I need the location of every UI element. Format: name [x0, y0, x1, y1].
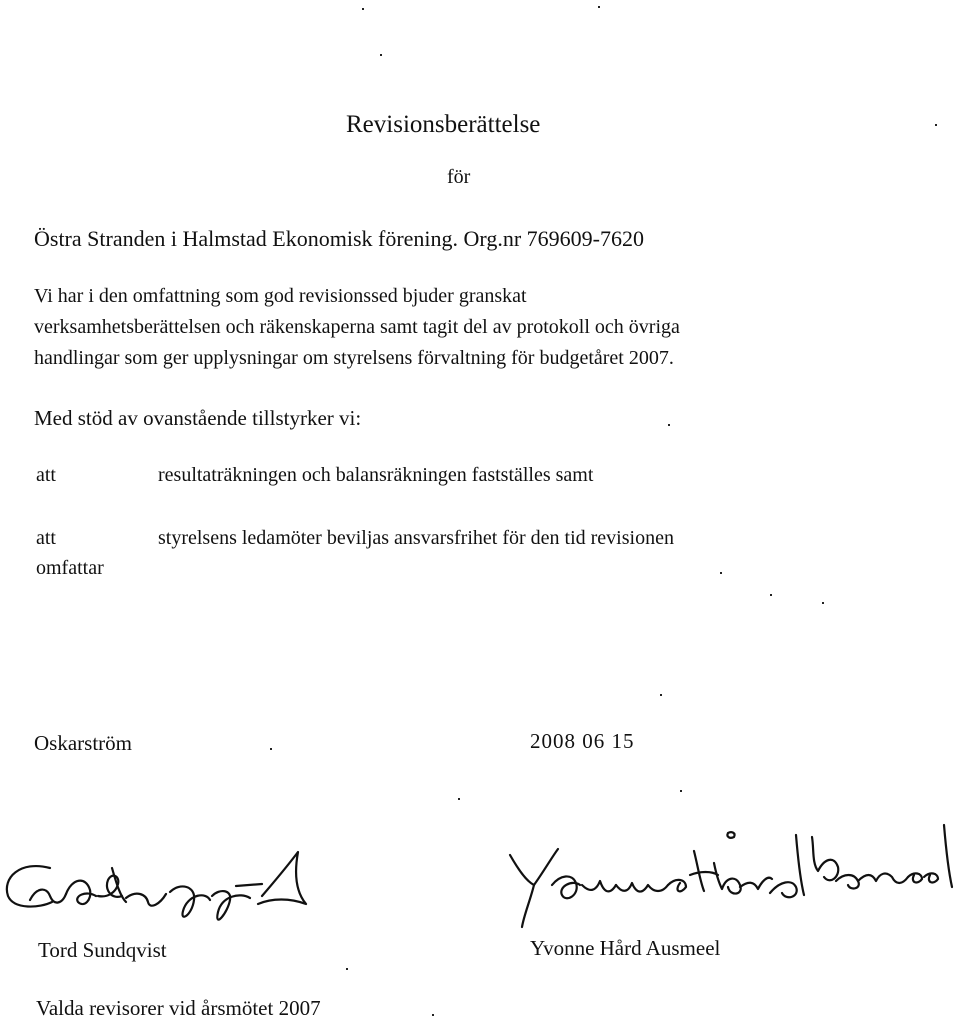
signatory-name: Yvonne Hård Ausmeel: [530, 936, 721, 960]
signature-yvonne-hard-ausmeel-icon: [500, 815, 960, 930]
scan-speck: [362, 8, 364, 10]
scan-speck: [346, 968, 348, 970]
signing-date: 2008 06 15: [530, 729, 635, 753]
scan-speck: [598, 6, 600, 8]
scan-speck: [770, 594, 772, 596]
organization-line: Östra Stranden i Halmstad Ekonomisk förening. Org.nr 769609-7620: [34, 226, 645, 251]
document-subtitle: för: [447, 166, 471, 188]
clause-text: styrelsens ledamöter beviljas ansvarsfrihet för den tid revisionen: [158, 527, 674, 549]
clause-marker: att: [36, 527, 56, 549]
support-statement: Med stöd av ovanstående tillstyrker vi:: [34, 406, 362, 430]
scan-speck: [270, 748, 272, 750]
paragraph-line: Vi har i den omfattning som god revisionssed bjuder granskat: [34, 285, 527, 307]
clause-marker: att: [36, 464, 56, 486]
clause-text: resultaträkningen och balansräkningen fastställes samt: [158, 464, 594, 486]
scan-speck: [660, 694, 662, 696]
scan-speck: [822, 602, 824, 604]
scan-speck: [668, 424, 670, 426]
scan-speck: [432, 1014, 434, 1016]
paragraph-line: handlingar som ger upplysningar om styrelsens förvaltning för budgetåret 2007.: [34, 347, 674, 369]
paragraph-line: verksamhetsberättelsen och räkenskaperna samt tagit del av protokoll och övriga: [34, 316, 680, 338]
scan-speck: [935, 124, 937, 126]
signing-place: Oskarström: [34, 731, 132, 755]
document-title: Revisionsberättelse: [346, 111, 541, 138]
scan-speck: [458, 798, 460, 800]
clause-continuation: omfattar: [36, 557, 104, 579]
scan-speck: [720, 572, 722, 574]
footer-note: Valda revisorer vid årsmötet 2007: [36, 996, 321, 1020]
scan-speck: [680, 790, 682, 792]
signature-tord-sundqvist-icon: [0, 838, 320, 938]
scan-speck: [380, 54, 382, 56]
signatory-name: Tord Sundqvist: [38, 938, 167, 962]
